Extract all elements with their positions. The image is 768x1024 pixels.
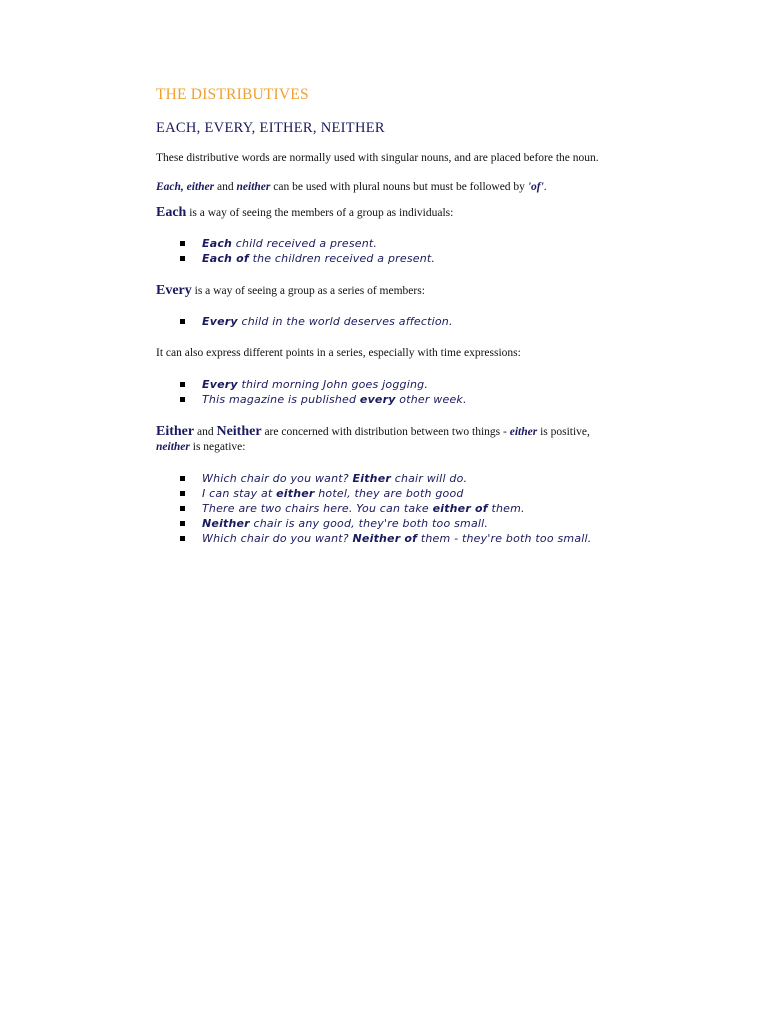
page-subtitle: EACH, EVERY, EITHER, NEITHER	[156, 120, 385, 136]
list-item	[156, 516, 616, 531]
bullet-icon	[180, 506, 185, 511]
each-keyword: Each	[156, 205, 187, 220]
plural-end: .	[543, 181, 547, 193]
bullet-icon	[180, 397, 185, 402]
bullet-icon	[180, 536, 185, 541]
example-text: chair will do.	[391, 472, 468, 485]
every-paragraph	[156, 283, 616, 299]
example-prefix: Which chair do you want?	[202, 472, 353, 485]
either-keyword: Either	[156, 424, 195, 439]
list-item	[156, 501, 616, 516]
document-content	[156, 86, 616, 563]
example-prefix: Which chair do you want?	[202, 532, 353, 545]
either-neither-paragraph	[156, 424, 616, 455]
list-item	[156, 236, 616, 251]
plural-keyword-each-either: Each, either	[156, 181, 215, 193]
neither-word: neither	[156, 441, 190, 453]
example-text: other week.	[395, 393, 467, 406]
list-item	[156, 251, 616, 266]
bullet-icon	[180, 256, 185, 261]
either-neither-text-1: are concerned with distribution between two things -	[261, 426, 510, 438]
example-keyword: Every	[202, 315, 238, 328]
example-prefix: This magazine is published	[202, 393, 360, 406]
neither-keyword: Neither	[216, 424, 262, 439]
series-example-list	[156, 377, 616, 407]
example-prefix: There are two chairs here. You can take	[202, 502, 433, 515]
either-word: either	[509, 426, 538, 438]
list-item	[156, 392, 616, 407]
example-keyword: every	[359, 393, 396, 406]
example-keyword: Neither of	[352, 532, 418, 545]
intro-paragraph: These distributive words are normally used with singular nouns, and are placed before the noun.	[156, 152, 599, 164]
plural-and: and	[214, 181, 237, 193]
each-description: is a way of seeing the members of a group as individuals:	[186, 207, 454, 219]
list-item	[156, 471, 616, 486]
example-keyword: either	[276, 487, 315, 500]
either-neither-text-2: is positive,	[537, 426, 590, 438]
every-description: is a way of seeing a group as a series of members:	[191, 285, 425, 297]
example-text: the children received a present.	[248, 252, 436, 265]
series-paragraph: It can also express different points in a series, especially with time expressions:	[156, 347, 521, 359]
list-item	[156, 314, 616, 329]
example-keyword: Neither	[202, 517, 250, 530]
example-prefix: I can stay at	[202, 487, 277, 500]
example-text: third morning John goes jogging.	[237, 378, 429, 391]
each-paragraph	[156, 205, 616, 221]
example-text: child received a present.	[232, 237, 378, 250]
list-item	[156, 531, 616, 546]
plural-keyword-neither: neither	[236, 181, 271, 193]
example-keyword: either of	[432, 502, 488, 515]
example-text: child in the world deserves affection.	[237, 315, 453, 328]
plural-rule-paragraph	[156, 180, 616, 195]
page-title: THE DISTRIBUTIVES	[156, 86, 309, 103]
bullet-icon	[180, 476, 185, 481]
example-keyword: Either	[352, 472, 391, 485]
either-neither-text-3: is negative:	[189, 441, 246, 453]
bullet-icon	[180, 319, 185, 324]
example-text: chair is any good, they're both too small.	[249, 517, 489, 530]
either-neither-example-list	[156, 471, 616, 546]
every-example-list	[156, 314, 616, 329]
each-example-list	[156, 236, 616, 266]
example-keyword: Each	[202, 237, 233, 250]
list-item	[156, 377, 616, 392]
plural-keyword-of: 'of'	[527, 181, 544, 193]
example-text: them.	[487, 502, 525, 515]
bullet-icon	[180, 521, 185, 526]
example-text: them - they're both too small.	[417, 532, 592, 545]
example-text: hotel, they are both good	[314, 487, 464, 500]
every-keyword: Every	[156, 283, 192, 298]
example-keyword: Each of	[202, 252, 249, 265]
bullet-icon	[180, 241, 185, 246]
bullet-icon	[180, 382, 185, 387]
plural-rule-text: can be used with plural nouns but must be followed by	[270, 181, 528, 193]
either-and: and	[194, 426, 217, 438]
bullet-icon	[180, 491, 185, 496]
list-item	[156, 486, 616, 501]
example-keyword: Every	[202, 378, 238, 391]
